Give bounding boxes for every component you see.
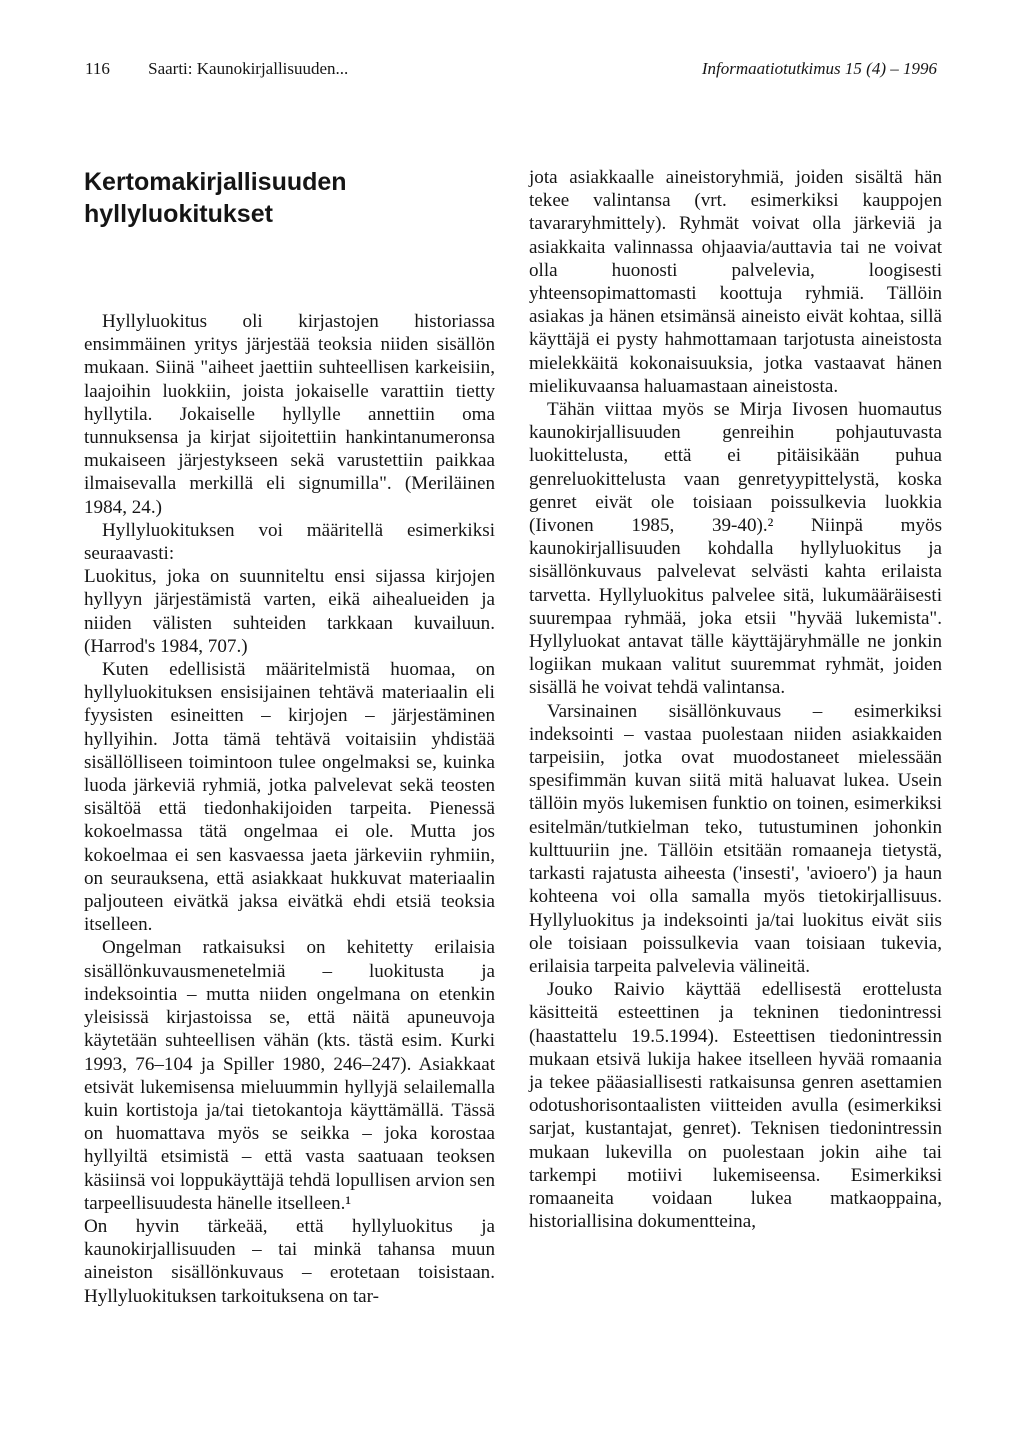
paragraph: Kuten edellisistä määritelmistä huomaa, on hyllyluokituksen ensisijainen tehtävä materiaalin eli fyysisten esineitten – kirjojen – järjestäminen hyllyihin. Jotta tämä tehtävä voitaisiin yhdistää sisällölliseen toimintoon tulee ongelmaksi se, kuinka luoda järkeviä ryhmiä, jotka palvelevat sekä teosten sisältöä että tiedonhakijoiden tarpeita. Pienessä kokoelmassa tätä ongelmaa ei ole. Mutta jos kokoelmaa ei sen kasvaessa jaeta järkeviin ryhmiin, on seurauksena, että asiakkaat hukkuvat materiaalin paljouteen eivätkä jaksa eivätkä ehdi etsiä teoksia itselleen.: [84, 659, 495, 936]
page-number: 116: [85, 59, 110, 78]
paragraph: Tähän viittaa myös se Mirja Iivosen huomautus kaunokirjallisuuden genreihin pohjautuvasta luokittelusta, että ei pitäisikään puhua genreluokittelusta vaan genretyypittelystä, koska genret eivät ole toisiaan poissulkevia luokkia (Iivonen 1985, 39-40).² Niinpä myös kaunokirjallisuuden kohdalla hyllyluokitus ja sisällönkuvaus palvelevat selvästi kahta erilaista tarvetta. Hyllyluokitus palvelee sitä, lukumääräisesti suurempaa ryhmää, joka etsii "hyvää lukemista". Hyllyluokat antavat tälle käyttäjäryhmälle ne jonkin logiikan mukaan valitut suuremmat ryhmät, joiden sisällä he voivat tehdä valintansa.: [529, 399, 942, 699]
paragraph: Jouko Raivio käyttää edellisestä erottelusta käsitteitä esteettinen ja tekninen tiedonintressi (haastattelu 19.5.1994). Esteettisen tiedonintressin mukaan etsivä lukija hakee itselleen hyvää romaania ja tekee pääasiallisesti ratkaisunsa genren asettamien odotushorisontaalisten viitteiden avulla (esimerkiksi sarjat, kustantajat, genret). Teknisen tiedonintressin mukaan lukevilla on puolestaan jokin aihe tai tarkempi motiivi lukemiseensa. Esimerkiksi romaaneita voidaan lukea matkaoppaina, historiallisina dokumentteina,: [529, 979, 942, 1233]
running-header-left: [85, 58, 348, 80]
right-column: [529, 166, 942, 1233]
definition-quote: Luokitus, joka on suunniteltu ensi sijassa kirjojen hyllyyn järjestämistä varten, eikä aihealueiden ja niiden välisten suhteiden tarkkaan kuvailuun. (Harrod's 1984, 707.): [84, 566, 495, 657]
paragraph: jota asiakkaalle aineistoryhmiä, joiden sisältä hän tekee valintansa (vrt. esimerkiksi kauppojen tavararyhmittely). Ryhmät voivat olla järkeviä ja asiakkaita valinnassa ohjaavia/auttavia tai ne voivat olla huonosti palvelevia, loogisesti yhteensopimattomasti koottuja ryhmiä. Tällöin asiakas ja hänen etsimänsä aineisto eivät kohtaa, sillä käyttäjä ei pysty hahmottamaan tarjotusta aineistosta mielekkäitä kokonaisuuksia, jotka vastaavat hänen mielikuvaansa haluamastaan aineistosta.: [529, 167, 942, 397]
paragraph: Hyllyluokitus oli kirjastojen historiassa ensimmäinen yritys järjestää teoksia niiden sisällön mukaan. Siinä "aiheet jaettiin suhteellisen karkeisiin, laajoihin luokkiin, joista jokaiselle varattiin tietty hyllytila. Jokaiselle hyllylle annettiin oma tunnuksensa ja kirjat sijoitettiin hankintanumeronsa mukaiseen järjestykseen sekä varustettiin paikkaa ilmaisevalla merkillä eli signumilla". (Meriläinen 1984, 24.): [84, 311, 495, 518]
paragraph: Hyllyluokituksen voi määritellä esimerkiksi seuraavasti:: [84, 519, 495, 565]
left-column: [84, 166, 495, 1308]
paragraph: Ongelman ratkaisuksi on kehitetty erilaisia sisällönkuvausmenetelmiä – luokitusta ja indeksointia – mutta niiden ongelmana on etenkin yleisissä kirjastoissa se, että näitä apuneuvoja käytetään suhteellisen vähän (kts. tästä esim. Kurki 1993, 76–104 ja Spiller 1980, 246–247). Asiakkaat etsivät lukemisensa mieluummin hyllyjä selailemalla kuin kortistoja ja/tai tietokantoja käyttämällä. Tässä on huomattava myös se seikka – joka korostaa hyllyiltä etsimistä – että vasta saatuaan teoksen käsiinsä voi loppukäyttäjä tehdä lopullisen arvion sen tarpeellisuudesta hänelle itselleen.¹: [84, 937, 495, 1214]
running-title: Saarti: Kaunokirjallisuuden...: [148, 59, 349, 78]
section-title: [84, 166, 495, 230]
section-title-line-1: Kertomakirjallisuuden: [84, 168, 347, 196]
paragraph: On hyvin tärkeää, että hyllyluokitus ja kaunokirjallisuuden – tai minkä tahansa muun aineiston sisällönkuvaus – erotetaan toisistaan. Hyllyluokituksen tarkoituksena on tar-: [84, 1215, 495, 1307]
section-title-line-2: hyllyluokitukset: [84, 200, 273, 228]
journal-header: Informaatiotutkimus 15 (4) – 1996: [701, 59, 937, 78]
paragraph: Varsinainen sisällönkuvaus – esimerkiksi indeksointi – vastaa puolestaan niiden asiakkaiden tarpeisiin, jotka ovat muodostaneet mielessään spesifimmän kuvan siitä mitä haluavat lukea. Usein tällöin myös lukemisen funktio on toinen, esimerkiksi esitelmän/tutkielman teko, tutustuminen johonkin kulttuuriin jne. Tällöin etsitään romaaneja tietystä, tarkasti rajatusta aiheesta ('insesti', 'avioero') ja haun kohteena voi olla samalla myös tietokirjallisuus. Hyllyluokitus ja indeksointi ja/tai luokitus eivät siis ole toisiaan poissulkevia vaan toisiaan tukevia, erilaisia tarpeita palvelevia välineitä.: [529, 700, 942, 977]
